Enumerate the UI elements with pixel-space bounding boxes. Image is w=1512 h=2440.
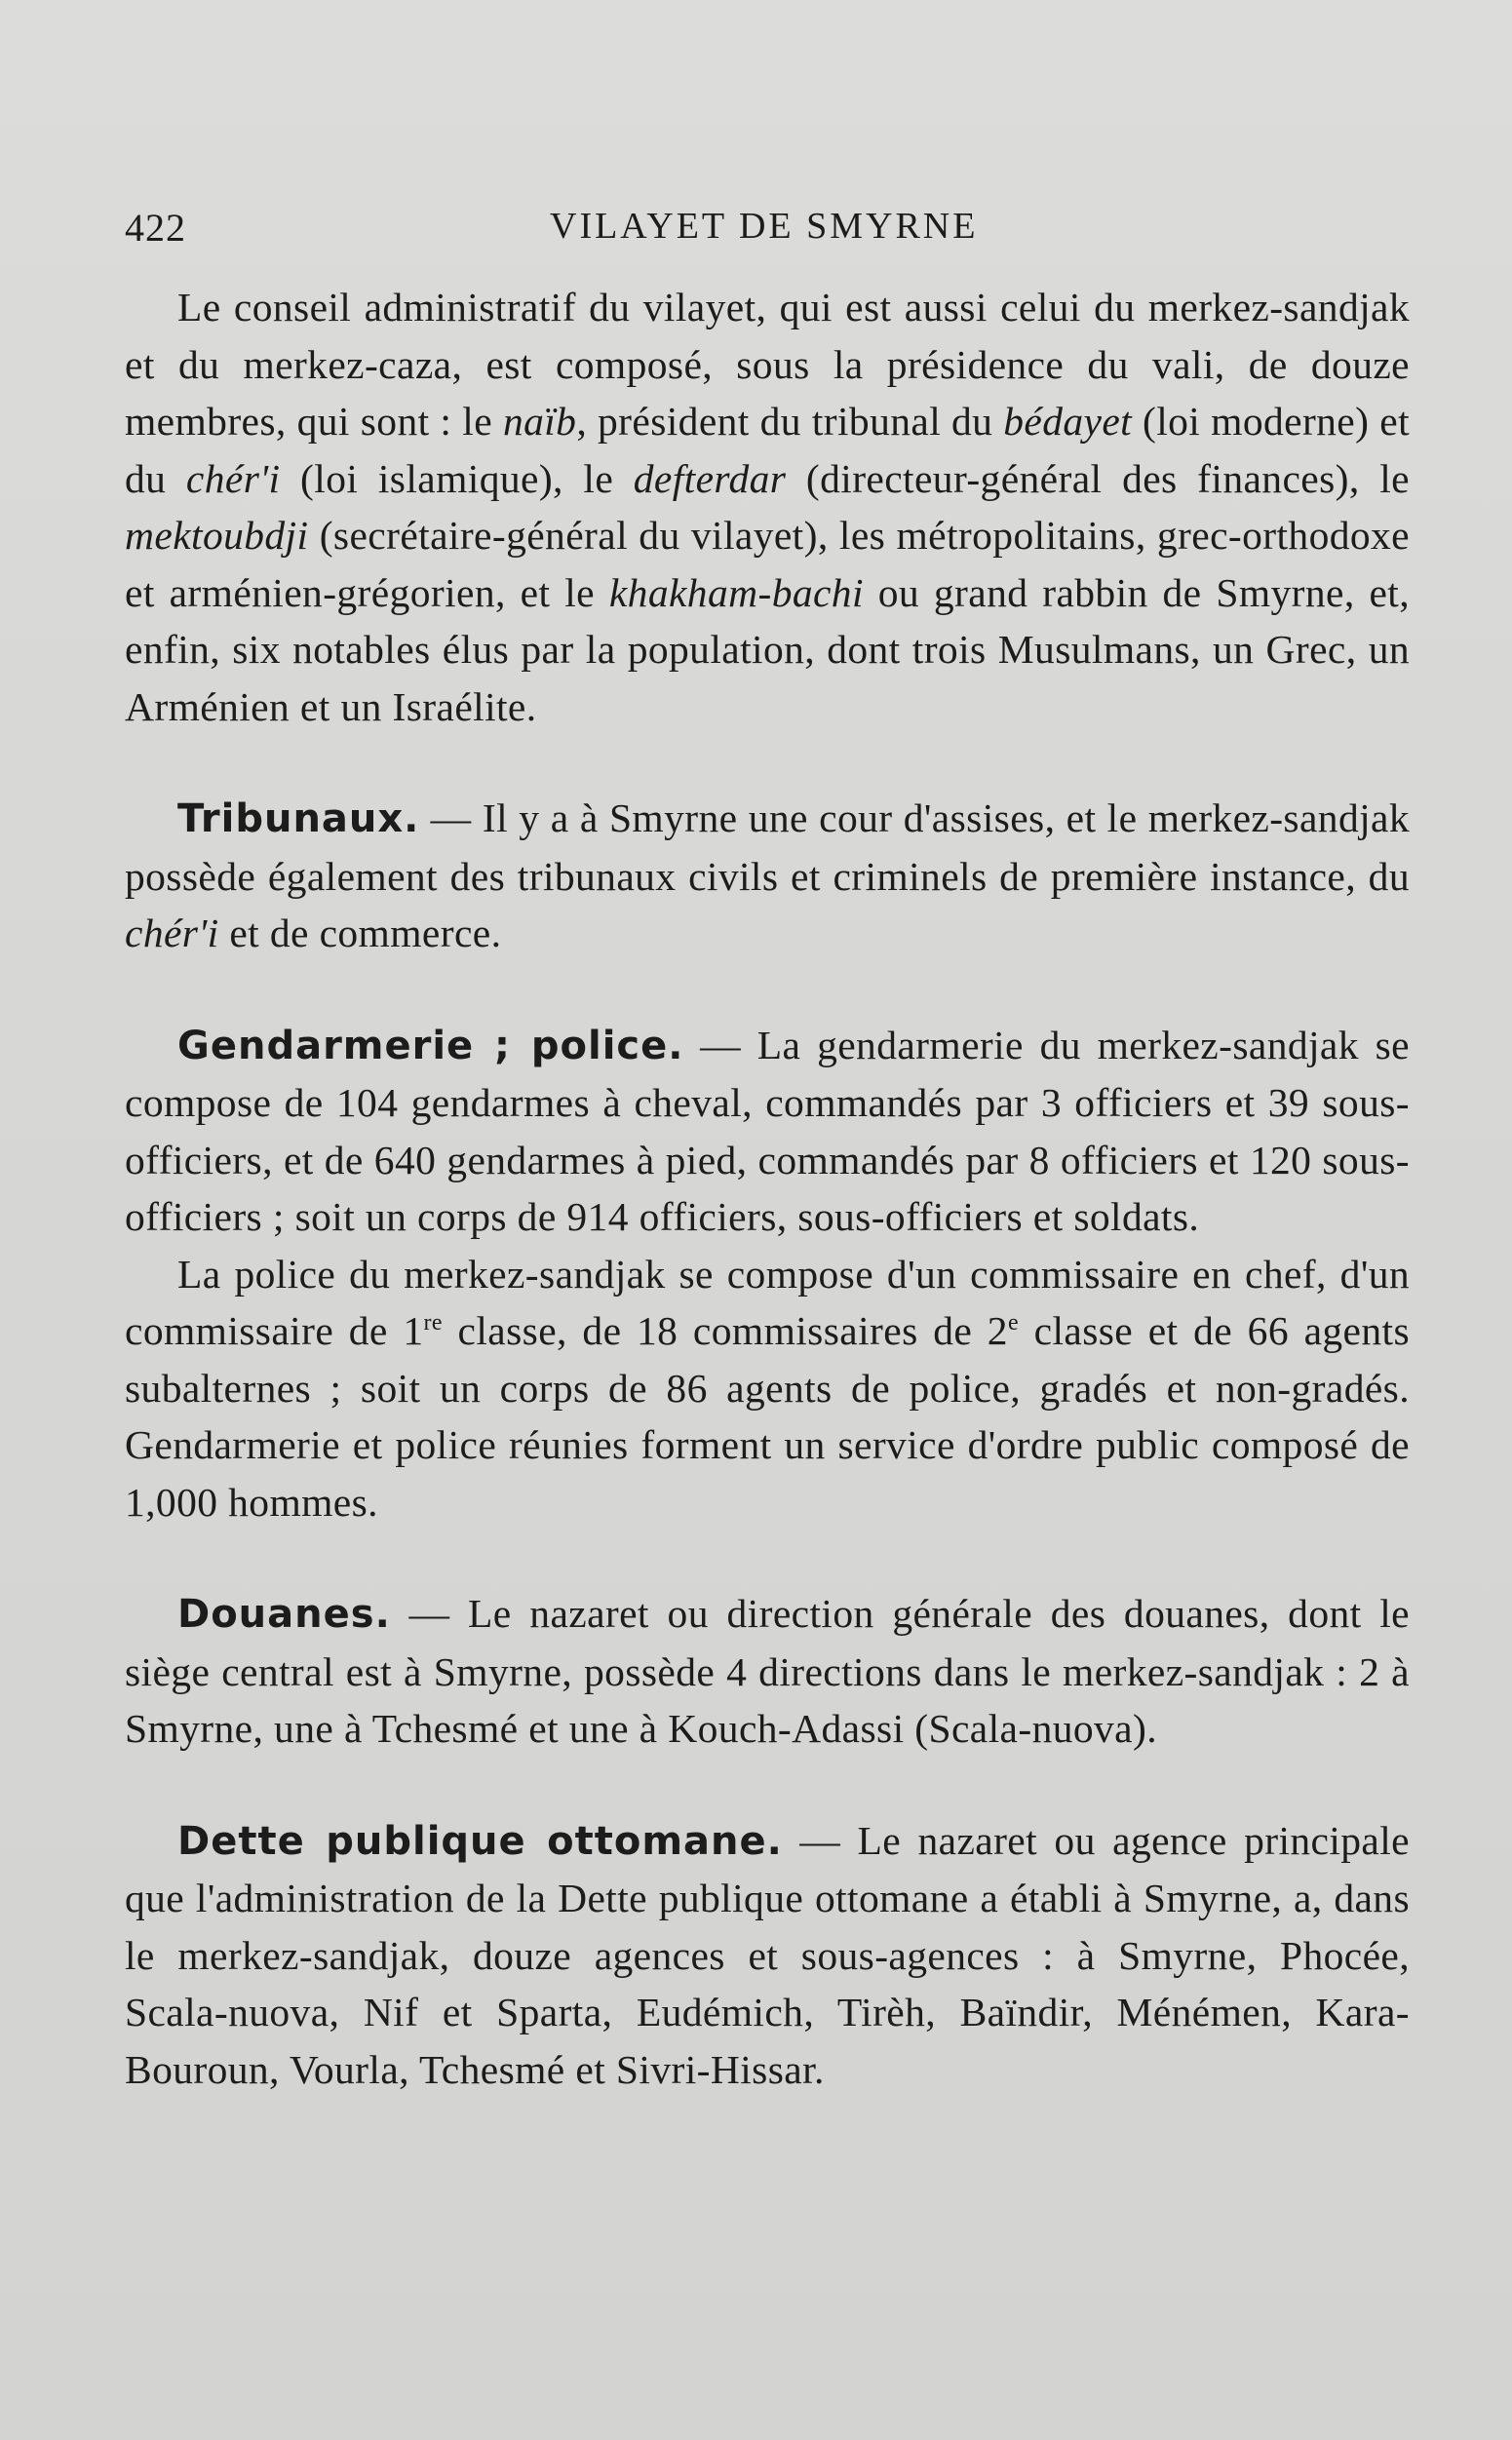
text-run: Le conseil administratif du vilayet, qui est aussi celui du merkez-sandjak et du merkez-caza, est composé, sous la présidence du vali, de douze membres, qui sont : le <box>125 285 1410 444</box>
paragraph-conseil-administratif <box>125 279 1410 735</box>
text-run: — Le nazaret ou direction générale des douanes, dont le siège central est à Smyrne, possède 4 directions dans le merkez-sandjak : 2 à Smyrne, une à Tchesmé et une à Kouch-Adassi (Scala-nuova). <box>125 1591 1410 1751</box>
text-run: classe et de 66 agents subalternes ; soit un corps de 86 agents de police, gradés et non-gradés. Gendarmerie et police réunies forment un service d'ordre public composé de 1,000 hommes. <box>125 1308 1410 1525</box>
text-run: — Il y a à Smyrne une cour d'assises, et le merkez-sandjak possède également des tribunaux civils et criminels de première instance, du <box>125 795 1410 899</box>
italic-term: mektoubdji <box>125 513 309 558</box>
italic-term: chér'i <box>185 455 281 501</box>
text-run: (directeur-général des finances), le <box>786 455 1410 501</box>
italic-term: defterdar <box>633 455 787 501</box>
page-number: 422 <box>125 206 186 250</box>
paragraph-douanes <box>125 1585 1410 1758</box>
italic-term: bédayet <box>1003 399 1133 444</box>
italic-term: chér'i <box>125 910 219 955</box>
superscript: e <box>1007 1310 1020 1336</box>
paragraph-dette-publique <box>125 1812 1410 2099</box>
section-heading-douanes: Douanes. <box>177 1592 391 1637</box>
italic-term: khakham-bachi <box>608 569 864 615</box>
text-run: et de commerce. <box>218 910 502 955</box>
text-run: , président du tribunal du <box>576 399 1004 444</box>
paragraph-gendarmerie <box>125 1017 1410 1246</box>
paragraph-police <box>125 1246 1410 1531</box>
text-run: (loi islamique), le <box>280 455 634 501</box>
paragraph-tribunaux <box>125 790 1410 962</box>
text-run: ou grand rabbin de Smyrne, et, enfin, six notables élus par la population, dont trois Musulmans, un Grec, un Arménien et un Israélite. <box>125 569 1410 729</box>
running-head <box>125 205 1392 253</box>
text-run: — Le nazaret ou agence principale que l'administration de la Dette publique ottomane a établi à Smyrne, a, dans le merkez-sandjak, douze agences et sous-agences : à Smyrne, Phocée, Scala-nuova, Nif et Sparta, Eudémich, Tirèh, Baïndir, Ménémen, Kara-Bouroun, Vourla, Tchesmé et Sivri-Hissar. <box>125 1817 1410 2092</box>
text-run: (secrétaire-général du vilayet), les métropolitains, grec-orthodoxe et arménien-grégorien, et le <box>125 513 1410 615</box>
section-heading-gendarmerie: Gendarmerie ; police. <box>177 1023 684 1068</box>
italic-term: naïb <box>502 399 577 444</box>
section-heading-tribunaux: Tribunaux. <box>177 796 420 841</box>
running-title: VILAYET DE SMYRNE <box>550 206 979 247</box>
text-run: (loi moderne) et du <box>125 399 1411 501</box>
body-text <box>125 279 1410 2098</box>
text-run: La police du merkez-sandjak se compose d'un commissaire en chef, d'un commissaire de 1 <box>125 1251 1410 1353</box>
text-run: — La gendarmerie du merkez-sandjak se compose de 104 gendarmes à cheval, commandés par 3 officiers et 39 sous-officiers, et de 640 gendarmes à pied, commandés par 8 officiers et 120 sous-officiers ; soit un corps de 914 officiers, sous-officiers et soldats. <box>125 1022 1410 1239</box>
section-heading-dette-publique: Dette publique ottomane. <box>177 1818 783 1864</box>
superscript: re <box>423 1310 443 1336</box>
text-run: classe, de 18 commissaires de 2 <box>442 1308 1008 1353</box>
